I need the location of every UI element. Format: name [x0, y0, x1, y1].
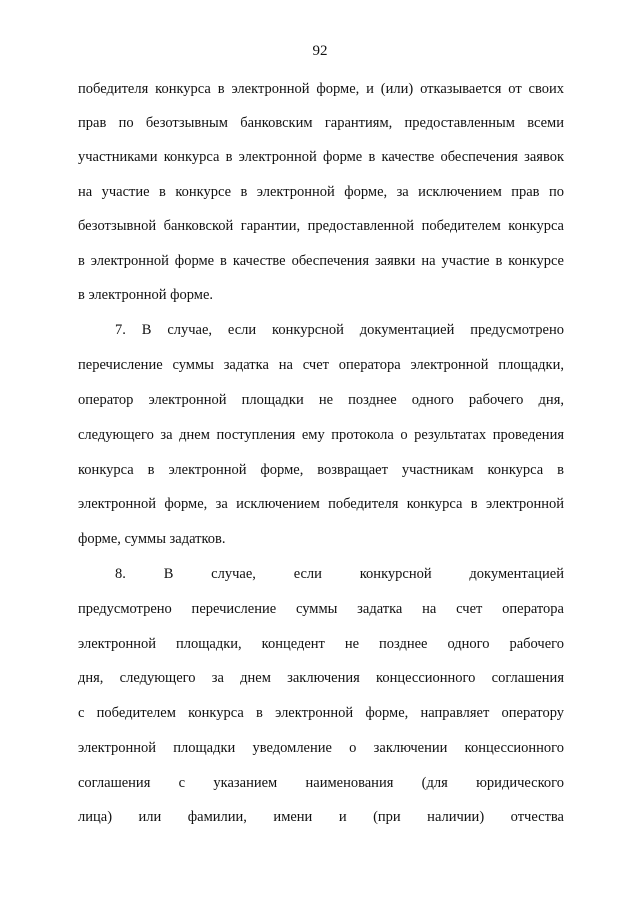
text-line: прав по безотзывным банковским гарантиям, предоставленным всеми	[78, 115, 564, 131]
text-line: предусмотрено перечисление суммы задатка на счет оператора	[78, 601, 564, 617]
text-line: оператор электронной площадки не позднее одного рабочего дня,	[78, 392, 564, 408]
text-line: лица) или фамилии, имени и (при наличии) отчества	[78, 809, 564, 825]
text-line: следующего за днем поступления ему протокола о результатах проведения	[78, 427, 564, 443]
page-number: 92	[312, 43, 328, 59]
paragraph-7-first-line: 7. В случае, если конкурсной документацией предусмотрено	[115, 322, 564, 338]
text-line: в электронной форме.	[78, 287, 214, 303]
text-line: форме, суммы задатков.	[78, 531, 226, 547]
text-line: перечисление суммы задатка на счет оператора электронной площадки,	[78, 357, 564, 373]
text-line: безотзывной банковской гарантии, предоставленной победителем конкурса	[78, 218, 564, 234]
text-line: с победителем конкурса в электронной форме, направляет оператору	[78, 705, 564, 721]
text-line: электронной площадки уведомление о заключении концессионного	[78, 740, 564, 756]
text-line: в электронной форме в качестве обеспечения заявки на участие в конкурсе	[78, 253, 564, 269]
text-line: участниками конкурса в электронной форме в качестве обеспечения заявок	[78, 149, 564, 165]
text-line: победителя конкурса в электронной форме, и (или) отказывается от своих	[78, 81, 564, 97]
text-line: электронной форме, за исключением победителя конкурса в электронной	[78, 496, 564, 512]
text-line: конкурса в электронной форме, возвращает участникам конкурса в	[78, 462, 564, 478]
text-line: дня, следующего за днем заключения концессионного соглашения	[78, 670, 564, 686]
paragraph-8-first-line: 8. В случае, если конкурсной документацией	[115, 566, 564, 582]
text-line: соглашения с указанием наименования (для юридического	[78, 775, 564, 791]
text-line: на участие в конкурсе в электронной форме, за исключением прав по	[78, 184, 564, 200]
text-line: электронной площадки, концедент не позднее одного рабочего	[78, 636, 564, 652]
